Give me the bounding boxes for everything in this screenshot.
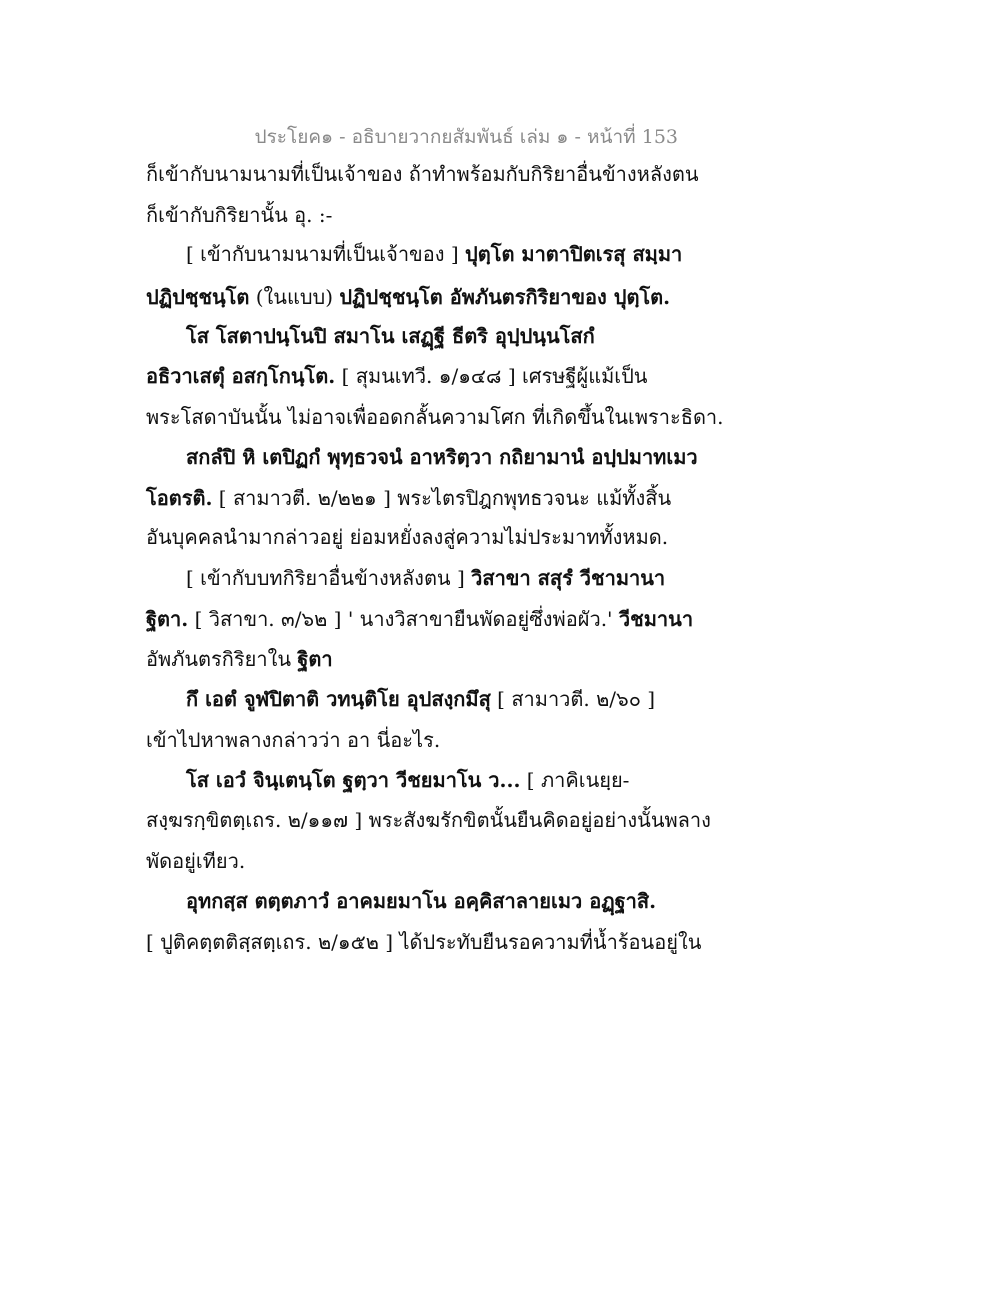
text-line — [146, 726, 440, 754]
text-run: [ เข้ากับบทกิริยาอื่นข้างหลังตน ] — [186, 566, 472, 590]
text-line — [146, 523, 668, 551]
text-run: อัพภันตรกิริยาใน — [146, 647, 298, 671]
pali-text: อธิวาเสตุํ อสกฺโกนฺโต. — [146, 364, 336, 388]
pali-text: ฐิตา. — [146, 607, 189, 631]
pali-text: โส เอวํ จินฺเตนฺโต ฐตฺวา วีชยมาโน ว... — [186, 768, 521, 792]
text-line — [146, 605, 693, 633]
text-run: พระโสดาบันนั้น ไม่อาจเพื่ออดกลั้นความโศก ที่เกิดขึ้นในเพราะธิดา. — [146, 405, 724, 429]
text-run: ก็เข้ากับนามนามที่เป็นเจ้าของ ถ้าทำพร้อมกับกิริยาอื่นข้างหลังตน — [146, 162, 699, 186]
text-line — [146, 362, 647, 390]
text-line — [146, 160, 699, 188]
pali-text: ปฏิปชฺชนฺโต — [146, 285, 250, 309]
pali-text: ปฏิปชฺชนฺโต อัพภันตรกิริยาของ ปุตฺโต. — [339, 285, 671, 309]
text-line — [146, 201, 332, 229]
text-run: [ เข้ากับนามนามที่เป็นเจ้าของ ] — [186, 242, 466, 266]
pali-text: อุทกสฺส ตตฺตภาวํ อาคมยมาโน อคฺคิสาลายเมว อฏฺฐาสิ. — [186, 889, 657, 913]
text-line — [186, 766, 629, 794]
text-run: อันบุคคลนำมากล่าวอยู่ ย่อมหยั่งลงสู่ความไม่ประมาททั้งหมด. — [146, 525, 669, 549]
text-line — [186, 443, 698, 471]
text-run: (ในแบบ) — [249, 285, 340, 309]
pali-text: วีชมานา — [618, 607, 694, 631]
text-line — [186, 887, 656, 915]
text-run: ก็เข้ากับกิริยานั้น อุ. :- — [146, 203, 333, 227]
pali-text: กึ เอตํ จูฬปิตาติ วทนฺติโย อุปสงฺกมึสุ — [186, 687, 491, 711]
pali-text: โส โสตาปนฺโนปิ สมาโน เสฏฺฐี ธีตริ อุปฺปนฺนโสกํ — [186, 324, 595, 348]
text-run: [ สามาวตี. ๒/๖๐ ] — [490, 687, 656, 711]
text-line — [186, 685, 655, 713]
text-run: [ สามาวตี. ๒/๒๒๑ ] พระไตรปิฎกพุทธวจนะ แม้ทั้งสิ้น — [212, 486, 672, 510]
pali-text: ฐิตา — [297, 647, 333, 671]
text-line — [146, 645, 333, 673]
text-line — [186, 564, 665, 592]
text-run: [ ภาคิเนยฺย- — [520, 768, 630, 792]
text-run: [ วิสาขา. ๓/๖๒ ] ' นางวิสาขายืนพัดอยู่ซึ่งพ่อผัว.' — [188, 607, 619, 631]
text-run: พัดอยู่เทียว. — [146, 849, 246, 873]
text-line — [146, 847, 245, 875]
text-run: [ สุมนเทวี. ๑/๑๔๘ ] เศรษฐีผู้แม้เป็น — [335, 364, 648, 388]
text-line — [186, 322, 595, 350]
text-line — [186, 240, 682, 268]
page-header: ประโยค๑ - อธิบายวากยสัมพันธ์ เล่ม ๑ - หน้าที่ 153 — [254, 126, 678, 148]
text-line — [146, 403, 724, 431]
pali-text: วิสาขา สสุรํ วีชามานา — [471, 566, 666, 590]
pali-text: สกลํปิ หิ เตปิฏกํ พุทฺธวจนํ อาหริตฺวา กถิยามานํ อปฺปมาทเมว — [186, 445, 698, 469]
pali-text: ปุตฺโต มาตาปิตเรสุ สมฺมา — [465, 242, 683, 266]
text-line — [146, 484, 671, 512]
text-line — [146, 928, 701, 956]
text-run: สงฺฆรกฺขิตตฺเถร. ๒/๑๑๗ ] พระสังฆรักขิตนั้นยืนคิดอยู่อย่างนั้นพลาง — [146, 808, 711, 832]
text-line — [146, 283, 670, 311]
text-run: [ ปูติคตฺตติสฺสตฺเถร. ๒/๑๕๒ ] ได้ประทับยืนรอความที่น้ำร้อนอยู่ใน — [146, 930, 702, 954]
text-line — [146, 806, 711, 834]
text-run: เข้าไปหาพลางกล่าวว่า อา นี่อะไร. — [146, 728, 441, 752]
pali-text: โอตรติ. — [146, 486, 213, 510]
